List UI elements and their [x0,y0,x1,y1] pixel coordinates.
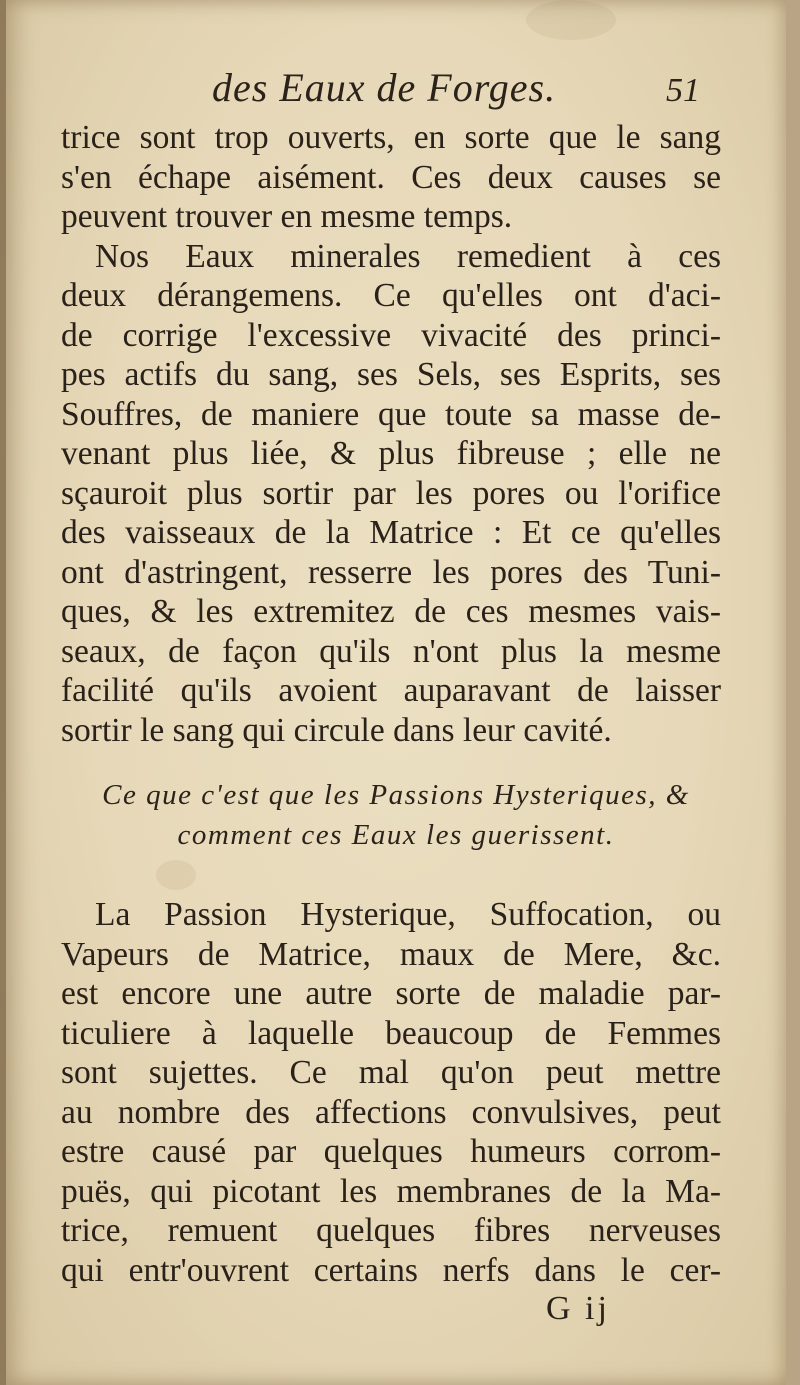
text-line: trice sont trop ouverts, en sorte que le sang [61,119,721,156]
text-line: ticuliere à laquelle beaucoup de Femmes [61,1014,721,1052]
paragraph-block-bottom [61,895,721,1290]
page-number: 51 [666,72,700,109]
text-line: sont sujettes. Ce mal qu'on peut mettre [61,1054,721,1091]
paragraph-block-top [61,118,721,750]
paper-stain [156,860,196,890]
text-line: de corrige l'excessive vivacité des princi- [61,316,721,354]
text-line: Souffres, de maniere que toute sa masse de- [61,395,721,433]
text-line: puës, qui picotant les membranes de la Ma- [61,1172,721,1210]
text-line: venant plus liée, & plus fibreuse ; elle ne [61,435,721,472]
section-heading-line: comment ces Eaux les guerissent. [177,819,615,851]
text-line: des vaisseaux de la Matrice : Et ce qu'elles [61,514,721,551]
text-line: sçauroit plus sortir par les pores ou l'orifice [61,474,721,512]
text-line: seaux, de façon qu'ils n'ont plus la mesme [61,632,721,670]
text-line: pes actifs du sang, ses Sels, ses Esprits, ses [61,356,721,393]
text-line: qui entr'ouvrent certains nerfs dans le cer- [61,1251,721,1289]
text-line: trice, remuent quelques fibres nerveuses [61,1212,721,1249]
text-line: s'en échape aisément. Ces deux causes se [61,158,721,196]
text-line: Nos Eaux minerales remedient à ces [95,237,721,275]
book-page [6,0,786,1385]
section-heading [6,775,786,855]
text-line: peuvent trouver en mesme temps. [61,198,513,235]
text-line: Vapeurs de Matrice, maux de Mere, &c. [61,935,721,973]
text-line: est encore une autre sorte de maladie par- [61,975,721,1012]
text-line: ques, & les extremitez de ces mesmes vais- [61,593,721,630]
text-line: au nombre des affections convulsives, peut [61,1093,721,1131]
text-line: deux dérangemens. Ce qu'elles ont d'aci- [61,277,721,314]
paper-stain [526,0,616,40]
text-line: sortir le sang qui circule dans leur cavité. [61,711,612,749]
text-line: ont d'astringent, resserre les pores des Tuni- [61,553,721,591]
running-head [6,58,786,118]
running-title: des Eaux de Forges. [212,65,557,110]
section-heading-line: Ce que c'est que les Passions Hysteriques, & [102,779,690,811]
text-line: estre causé par quelques humeurs corrom- [61,1133,721,1170]
signature-mark: G ij [546,1290,610,1327]
text-line: La Passion Hysterique, Suffocation, ou [95,896,721,933]
text-line: facilité qu'ils avoient auparavant de laisser [61,672,721,709]
